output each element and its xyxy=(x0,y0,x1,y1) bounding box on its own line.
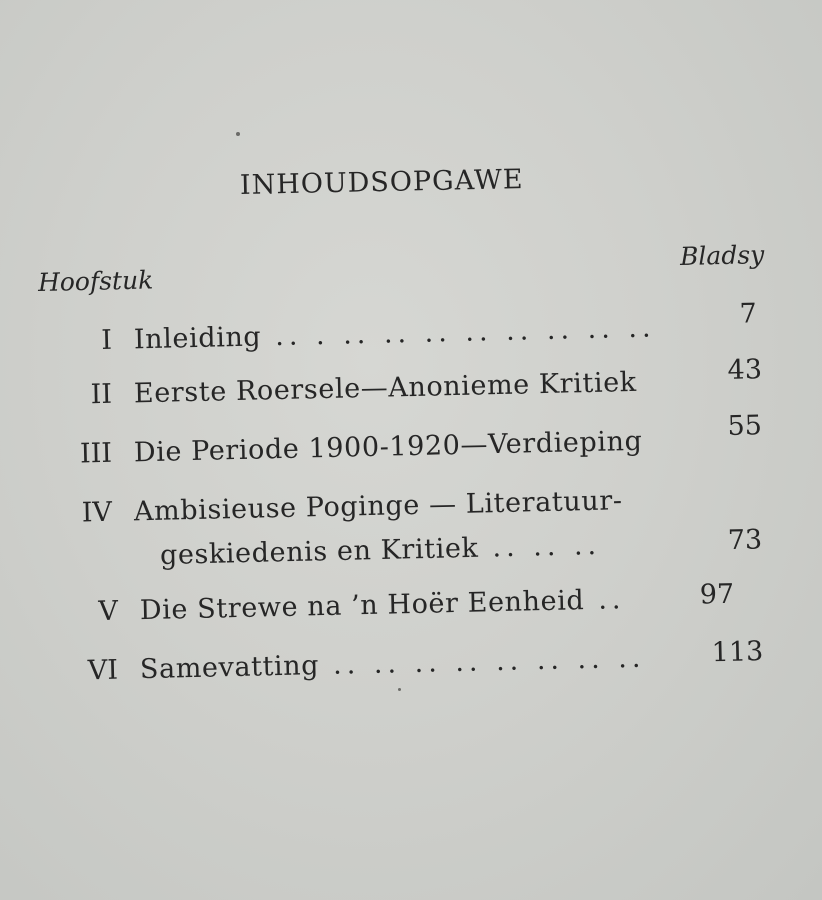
toc-entry-continuation xyxy=(159,524,763,571)
chapter-numeral: I xyxy=(100,324,113,357)
toc-entry xyxy=(60,636,764,687)
page-column-label: Bladsy xyxy=(679,240,765,271)
page-number: 7 xyxy=(739,298,758,330)
chapter-title: Inleiding xyxy=(133,321,262,356)
page-title: INHOUDSOPGAWE xyxy=(239,164,524,201)
chapter-numeral: III xyxy=(79,437,113,470)
toc-entry xyxy=(60,410,763,470)
chapter-numeral: IV xyxy=(81,496,113,529)
chapter-numeral: V xyxy=(98,595,119,628)
toc-entry xyxy=(60,354,763,411)
leader-dots: .. . .. .. .. .. .. .. .. .. xyxy=(274,312,656,353)
leader-dots: .. xyxy=(597,584,626,616)
toc-entry xyxy=(60,298,758,357)
chapter-numeral: VI xyxy=(87,654,119,687)
chapter-title: Die Strewe na ’n Hoër Eenheid xyxy=(139,585,585,627)
chapter-title: Die Periode 1900-1920—Verdieping xyxy=(133,425,643,469)
leader-dots: .. .. .. xyxy=(492,529,602,564)
page-number: 55 xyxy=(727,410,763,442)
chapter-numeral: II xyxy=(90,378,113,411)
page-number: 43 xyxy=(727,354,763,386)
page-number: 73 xyxy=(727,524,763,557)
toc-entry xyxy=(60,578,735,628)
page-number: 97 xyxy=(699,578,735,611)
chapter-title-continuation: geskiedenis en Kritiek xyxy=(159,532,479,571)
leader-dots: .. .. .. .. .. .. .. .. xyxy=(332,642,646,681)
chapter-column-label: Hoofstuk xyxy=(37,265,154,297)
toc-entry xyxy=(60,485,623,529)
page-number: 113 xyxy=(711,636,764,669)
chapter-title: Samevatting xyxy=(139,650,320,686)
chapter-title: Eerste Roersele—Anonieme Kritiek xyxy=(133,366,638,410)
chapter-title: Ambisieuse Poginge — Literatuur- xyxy=(133,485,623,528)
